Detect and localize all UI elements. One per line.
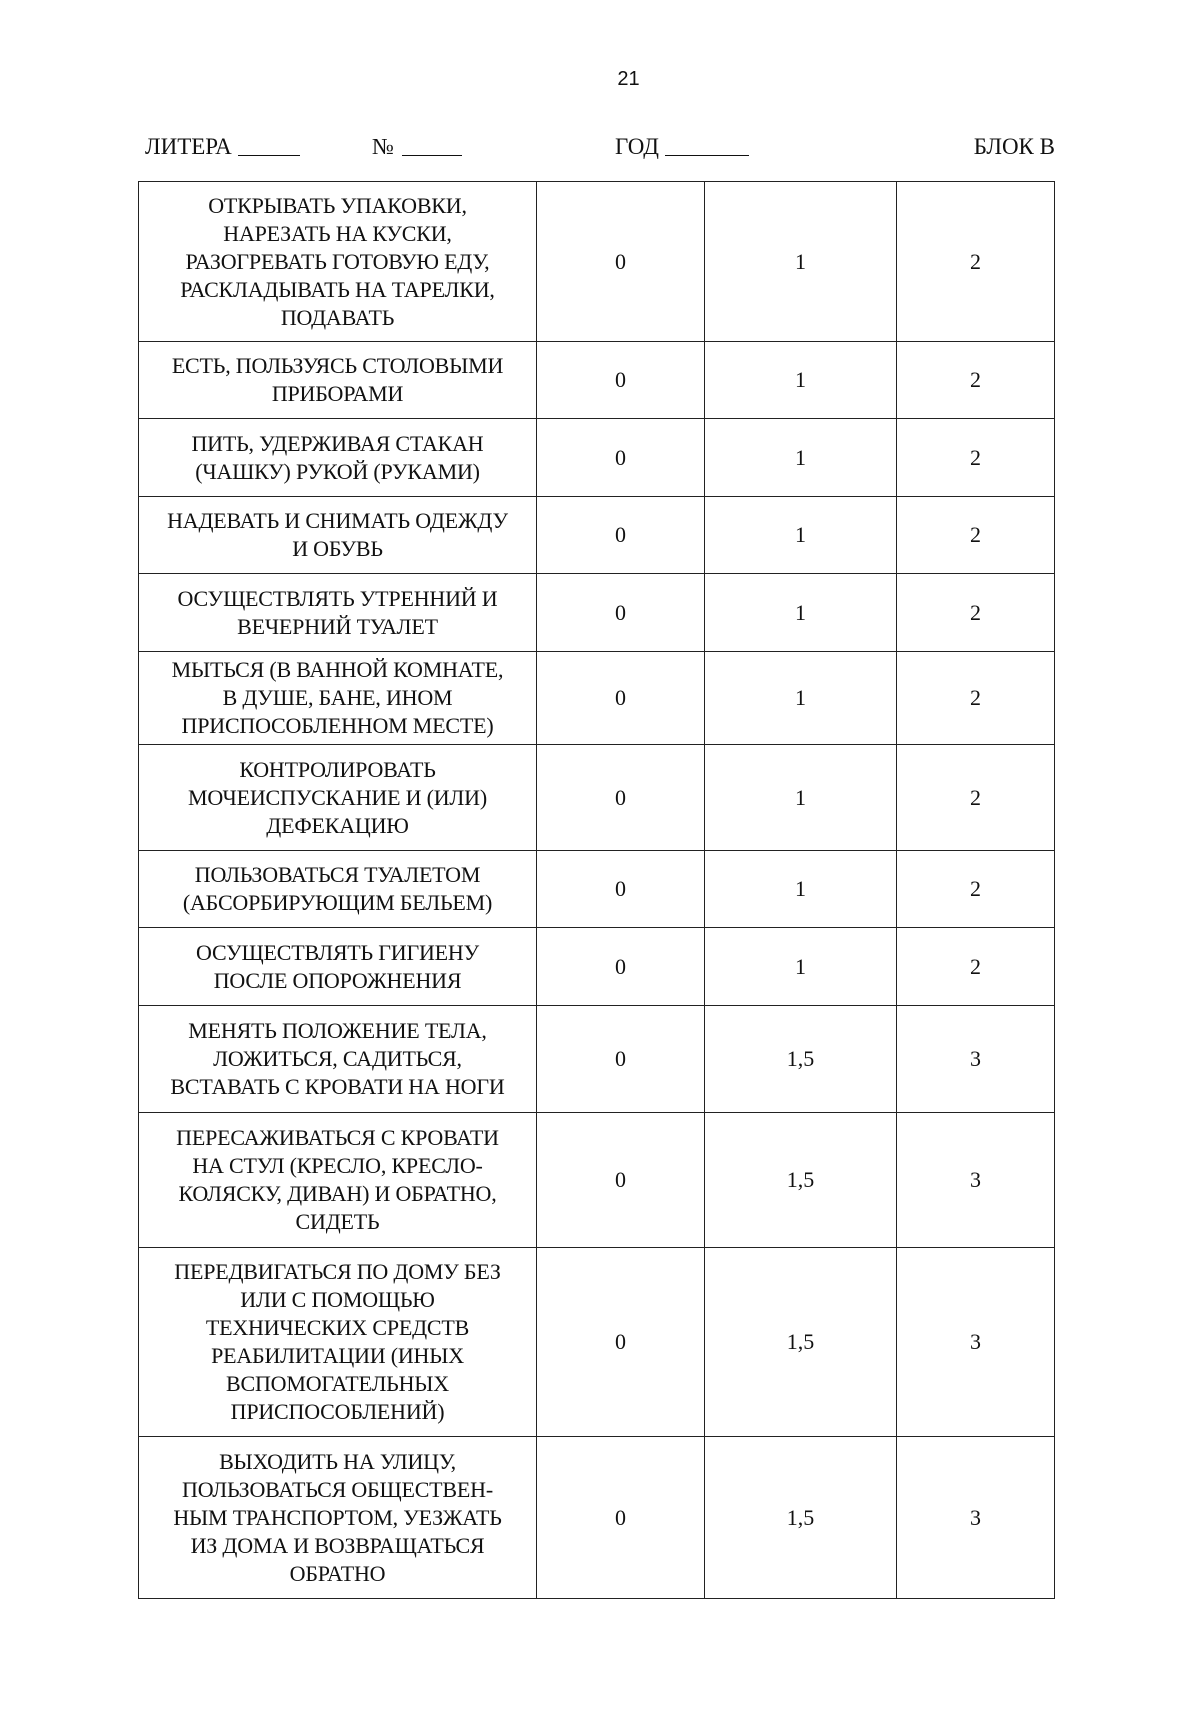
- page-number: 21: [617, 68, 640, 90]
- score-cell[interactable]: 0: [537, 419, 705, 497]
- litera-label: ЛИТЕРА: [145, 134, 232, 159]
- activity-line: НА СТУЛ (КРЕСЛО, КРЕСЛО-: [192, 1153, 483, 1178]
- activity-line: ПЕРЕСАЖИВАТЬСЯ С КРОВАТИ: [176, 1125, 499, 1150]
- activity-line: ПРИСПОСОБЛЕНИЙ): [230, 1399, 445, 1424]
- activity-line: ПРИСПОСОБЛЕННОМ МЕСТЕ): [181, 713, 494, 738]
- activity-line: КОНТРОЛИРОВАТЬ: [239, 756, 436, 782]
- activity-line: ПОЛЬЗОВАТЬСЯ ТУАЛЕТОМ: [194, 862, 481, 887]
- activity-score-table: [138, 181, 1055, 1599]
- table-row: [139, 652, 1055, 745]
- activity-cell: [139, 745, 537, 851]
- activity-line: ВСТАВАТЬ С КРОВАТИ НА НОГИ: [170, 1074, 505, 1099]
- litera-blank[interactable]: [238, 155, 300, 156]
- score-cell[interactable]: 0: [537, 497, 705, 574]
- activity-line: РЕАБИЛИТАЦИИ (ИНЫХ: [211, 1343, 464, 1368]
- score-cell[interactable]: 1: [705, 928, 897, 1006]
- activity-line: ПОЛЬЗОВАТЬСЯ ОБЩЕСТВЕН-: [182, 1476, 493, 1502]
- activity-line: ИЗ ДОМА И ВОЗВРАЩАТЬСЯ: [190, 1532, 485, 1558]
- table-row: [139, 574, 1055, 652]
- number-blank[interactable]: [402, 155, 462, 156]
- score-cell[interactable]: 1: [705, 342, 897, 419]
- activity-cell: [139, 1437, 537, 1599]
- activity-line: ЕСТЬ, ПОЛЬЗУЯСЬ СТОЛОВЫМИ: [171, 353, 504, 378]
- table-row: [139, 497, 1055, 574]
- table-row: [139, 419, 1055, 497]
- activity-line: ОТКРЫВАТЬ УПАКОВКИ,: [208, 192, 467, 218]
- score-cell[interactable]: 1: [705, 574, 897, 652]
- score-cell[interactable]: 0: [537, 851, 705, 928]
- activity-line: МОЧЕИСПУСКАНИЕ И (ИЛИ): [188, 784, 487, 810]
- score-cell[interactable]: 3: [897, 1437, 1055, 1599]
- score-cell[interactable]: 1: [705, 652, 897, 745]
- year-field: [615, 134, 749, 160]
- activity-line: ПРИБОРАМИ: [271, 381, 404, 406]
- activity-line: ПОСЛЕ ОПОРОЖНЕНИЯ: [213, 967, 462, 993]
- score-cell[interactable]: 2: [897, 497, 1055, 574]
- score-cell[interactable]: 2: [897, 182, 1055, 342]
- activity-line: (ЧАШКУ) РУКОЙ (РУКАМИ): [195, 458, 480, 484]
- activity-line: ВСПОМОГАТЕЛЬНЫХ: [226, 1371, 449, 1396]
- activity-line: ПОДАВАТЬ: [280, 304, 395, 330]
- table-row: [139, 342, 1055, 419]
- activity-line: ВЕЧЕРНИЙ ТУАЛЕТ: [237, 613, 438, 639]
- activity-cell: [139, 928, 537, 1006]
- activity-line: ОСУЩЕСТВЛЯТЬ ГИГИЕНУ: [196, 939, 479, 965]
- score-cell[interactable]: 2: [897, 851, 1055, 928]
- score-cell[interactable]: 2: [897, 574, 1055, 652]
- score-cell[interactable]: 2: [897, 652, 1055, 745]
- activity-line: НЫМ ТРАНСПОРТОМ, УЕЗЖАТЬ: [173, 1504, 502, 1530]
- activity-line: ИЛИ С ПОМОЩЬЮ: [240, 1287, 435, 1312]
- number-field: [372, 134, 462, 160]
- score-cell[interactable]: 3: [897, 1006, 1055, 1113]
- score-cell[interactable]: 0: [537, 1248, 705, 1437]
- table-row: [139, 1006, 1055, 1113]
- block-label: БЛОК В: [973, 134, 1055, 159]
- activity-line: ВЫХОДИТЬ НА УЛИЦУ,: [219, 1448, 456, 1474]
- activity-line: ДЕФЕКАЦИЮ: [266, 812, 409, 838]
- score-cell[interactable]: 1: [705, 182, 897, 342]
- activity-cell: [139, 342, 537, 419]
- score-cell[interactable]: 0: [537, 1006, 705, 1113]
- table-row: [139, 928, 1055, 1006]
- litera-field: [145, 134, 300, 160]
- activity-cell: [139, 652, 537, 745]
- activity-line: И ОБУВЬ: [292, 536, 383, 561]
- score-cell[interactable]: 0: [537, 1437, 705, 1599]
- activity-line: ПЕРЕДВИГАТЬСЯ ПО ДОМУ БЕЗ: [174, 1259, 501, 1284]
- activity-line: ТЕХНИЧЕСКИХ СРЕДСТВ: [205, 1315, 470, 1340]
- score-cell[interactable]: 1,5: [705, 1437, 897, 1599]
- form-header: [145, 134, 1055, 164]
- activity-cell: [139, 497, 537, 574]
- activity-cell: [139, 1113, 537, 1248]
- table-row: [139, 1248, 1055, 1437]
- activity-line: ЛОЖИТЬСЯ, САДИТЬСЯ,: [213, 1046, 462, 1071]
- activity-line: КОЛЯСКУ, ДИВАН) И ОБРАТНО,: [178, 1181, 497, 1206]
- activity-line: МЫТЬСЯ (В ВАННОЙ КОМНАТЕ,: [171, 657, 504, 682]
- year-label: ГОД: [615, 134, 659, 159]
- score-cell[interactable]: 3: [897, 1248, 1055, 1437]
- score-cell[interactable]: 1,5: [705, 1248, 897, 1437]
- table-row: [139, 1113, 1055, 1248]
- score-cell[interactable]: 2: [897, 745, 1055, 851]
- score-cell[interactable]: 1: [705, 745, 897, 851]
- score-cell[interactable]: 0: [537, 1113, 705, 1248]
- activity-cell: [139, 419, 537, 497]
- table-row: [139, 182, 1055, 342]
- activity-cell: [139, 574, 537, 652]
- activity-cell: [139, 1248, 537, 1437]
- number-label: №: [372, 134, 394, 159]
- table-row: [139, 1437, 1055, 1599]
- score-cell[interactable]: 2: [897, 342, 1055, 419]
- score-cell[interactable]: 2: [897, 419, 1055, 497]
- activity-line: ПИТЬ, УДЕРЖИВАЯ СТАКАН: [191, 430, 484, 456]
- activity-line: РАСКЛАДЫВАТЬ НА ТАРЕЛКИ,: [180, 276, 495, 302]
- score-cell[interactable]: 0: [537, 652, 705, 745]
- score-cell[interactable]: 0: [537, 182, 705, 342]
- score-cell[interactable]: 3: [897, 1113, 1055, 1248]
- activity-cell: [139, 851, 537, 928]
- table-row: [139, 745, 1055, 851]
- score-cell[interactable]: 1,5: [705, 1113, 897, 1248]
- score-cell[interactable]: 0: [537, 342, 705, 419]
- activity-cell: [139, 1006, 537, 1113]
- score-cell[interactable]: 1,5: [705, 1006, 897, 1113]
- activity-line: НАДЕВАТЬ И СНИМАТЬ ОДЕЖДУ: [167, 508, 508, 533]
- activity-line: (АБСОРБИРУЮЩИМ БЕЛЬЕМ): [182, 890, 493, 915]
- activity-line: ОСУЩЕСТВЛЯТЬ УТРЕННИЙ И: [177, 585, 498, 611]
- score-table-body: [139, 182, 1055, 1599]
- activity-line: ОБРАТНО: [289, 1560, 386, 1586]
- score-cell[interactable]: 1: [705, 419, 897, 497]
- table-row: [139, 851, 1055, 928]
- activity-line: НАРЕЗАТЬ НА КУСКИ,: [223, 220, 452, 246]
- score-cell[interactable]: 1: [705, 497, 897, 574]
- activity-line: МЕНЯТЬ ПОЛОЖЕНИЕ ТЕЛА,: [188, 1018, 487, 1043]
- year-blank[interactable]: [665, 155, 749, 156]
- activity-line: В ДУШЕ, БАНЕ, ИНОМ: [222, 685, 453, 710]
- score-cell[interactable]: 1: [705, 851, 897, 928]
- score-cell[interactable]: 0: [537, 574, 705, 652]
- activity-line: СИДЕТЬ: [295, 1209, 380, 1234]
- score-cell[interactable]: 2: [897, 928, 1055, 1006]
- score-cell[interactable]: 0: [537, 928, 705, 1006]
- activity-line: РАЗОГРЕВАТЬ ГОТОВУЮ ЕДУ,: [185, 248, 490, 274]
- activity-cell: [139, 182, 537, 342]
- score-cell[interactable]: 0: [537, 745, 705, 851]
